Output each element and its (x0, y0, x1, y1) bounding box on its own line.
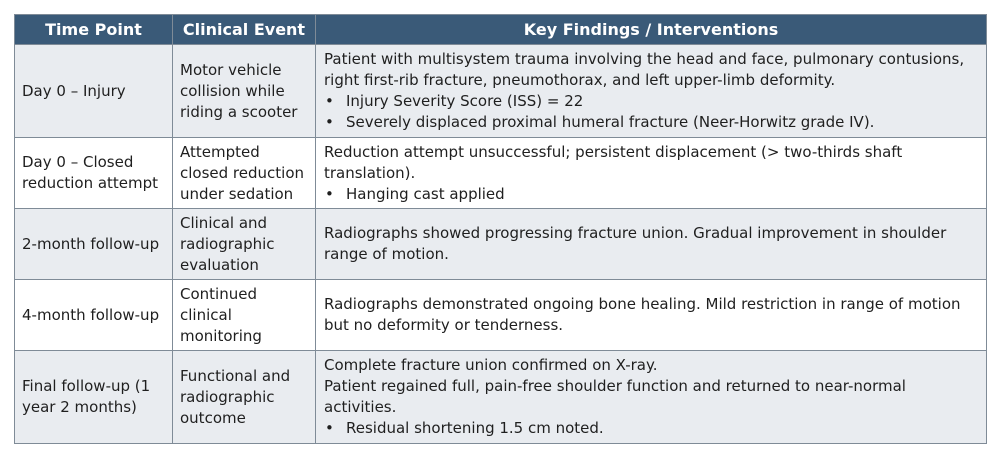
time-point-cell: 4-month follow-up (15, 280, 173, 351)
finding-text: Reduction attempt unsuccessful; persistent displacement (> two-thirds shaft translation). (324, 142, 903, 182)
time-point-cell: 2-month follow-up (15, 209, 173, 280)
key-findings-cell (316, 351, 987, 444)
clinical-event-cell: Functional and radiographic outcome (173, 351, 316, 444)
finding-bullet: • Hanging cast applied (325, 184, 505, 203)
time-point-cell: Day 0 – Closed reduction attempt (15, 138, 173, 209)
finding-bullet-list (324, 91, 978, 133)
finding-text: Radiographs showed progressing fracture union. Gradual improvement in shoulder range of motion. (324, 224, 947, 263)
table-row (15, 280, 987, 351)
table-row (15, 209, 987, 280)
key-findings-cell (316, 209, 987, 280)
header-row (15, 15, 987, 45)
header-time-point: Time Point (15, 15, 173, 45)
clinical-event-cell: Continued clinical monitoring (173, 280, 316, 351)
bullet-icon: • (325, 184, 334, 203)
finding-text: Radiographs demonstrated ongoing bone healing. Mild restriction in range of motion but no deformity or tenderness. (324, 295, 961, 334)
finding-bullet-list (324, 418, 978, 439)
clinical-event-cell: Motor vehicle collision while riding a scooter (173, 45, 316, 138)
finding-bullet: • Residual shortening 1.5 cm noted. (325, 419, 604, 437)
finding-bullet: • Injury Severity Score (ISS) = 22 (325, 92, 584, 110)
key-findings-cell (316, 45, 987, 138)
finding-text: Patient regained full, pain-free shoulder function and returned to near-normal activities. (324, 377, 906, 416)
time-point-cell: Day 0 – Injury (15, 45, 173, 138)
clinical-timeline-table (14, 14, 987, 444)
time-point-cell: Final follow-up (1 year 2 months) (15, 351, 173, 444)
header-key-findings: Key Findings / Interventions (316, 15, 987, 45)
table-row (15, 138, 987, 209)
clinical-event-cell: Clinical and radiographic evaluation (173, 209, 316, 280)
finding-text: Patient with multisystem trauma involving the head and face, pulmonary contusions, right first-rib fracture, pneumothorax, and left upper-limb deformity. (324, 50, 965, 89)
finding-text: Complete fracture union confirmed on X-ray. (324, 356, 658, 374)
table-row (15, 45, 987, 138)
header-clinical-event: Clinical Event (173, 15, 316, 45)
bullet-icon: • (325, 113, 334, 131)
timeline-table-container (14, 14, 986, 444)
key-findings-cell (316, 138, 987, 209)
clinical-event-cell: Attempted closed reduction under sedation (173, 138, 316, 209)
bullet-icon: • (325, 92, 334, 110)
finding-bullet-list (324, 184, 978, 205)
table-row (15, 351, 987, 444)
key-findings-cell (316, 280, 987, 351)
finding-bullet: • Severely displaced proximal humeral fracture (Neer-Horwitz grade IV). (325, 113, 875, 131)
bullet-icon: • (325, 419, 334, 437)
